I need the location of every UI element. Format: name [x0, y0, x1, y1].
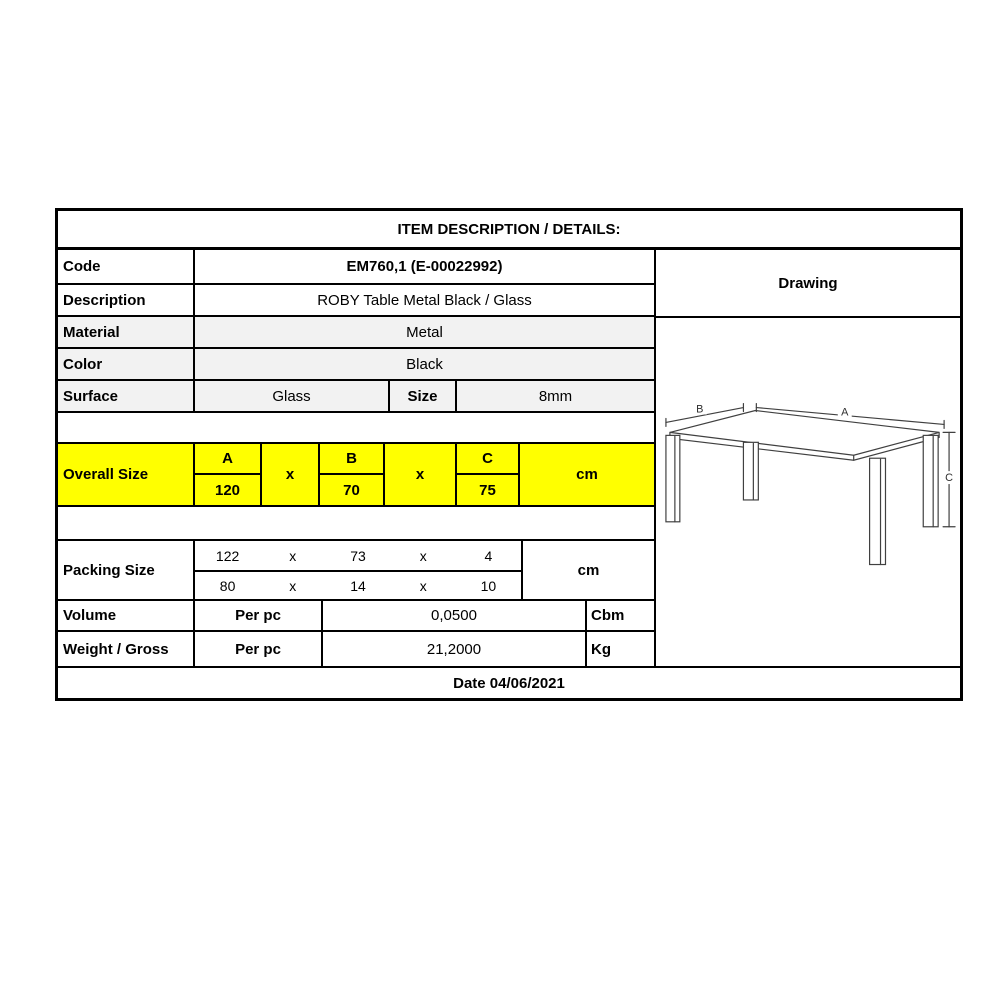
- packing-2-length: 80: [219, 577, 236, 594]
- volume-unit: Cbm: [591, 607, 625, 624]
- code-value: EM760,1 (E-00022992): [346, 258, 503, 275]
- dim-b-label: B: [696, 403, 704, 416]
- code-label: Code: [58, 250, 195, 283]
- packing-size-label: Packing Size: [58, 541, 195, 599]
- material-row: [58, 317, 654, 349]
- color-row: [58, 349, 654, 381]
- description-value: ROBY Table Metal Black / Glass: [317, 291, 532, 309]
- surface-value: Glass: [195, 381, 390, 411]
- spacer-row-1: [58, 413, 654, 442]
- surface-size-value: 8mm: [538, 387, 573, 405]
- drawing-area: [656, 318, 960, 666]
- surface-row: [58, 381, 654, 413]
- overall-dim-c-label: C: [457, 444, 518, 475]
- sheet-title-text: ITEM DESCRIPTION / DETAILS:: [397, 220, 621, 238]
- material-value: Metal: [406, 323, 443, 341]
- drawing-panel: [656, 250, 960, 666]
- volume-label: Volume: [58, 601, 195, 630]
- packing-row-2: [195, 572, 521, 599]
- overall-dim-b-value: 70: [343, 481, 360, 499]
- date-row: [58, 666, 960, 698]
- dim-a-label: A: [841, 406, 849, 419]
- code-row: [58, 250, 654, 285]
- table-leg-front: [870, 458, 886, 564]
- packing-1-length: 122: [215, 547, 240, 564]
- overall-size-label: Overall Size: [58, 444, 195, 505]
- color-label: Color: [58, 349, 195, 379]
- spec-sheet: [55, 208, 963, 701]
- dim-c-label: C: [945, 472, 954, 485]
- spec-table: [58, 250, 656, 666]
- packing-1-width: 73: [350, 547, 366, 564]
- description-label: Description: [58, 285, 195, 315]
- packing-size-unit: cm: [577, 561, 600, 579]
- packing-2-width: 14: [350, 577, 366, 594]
- date-text: Date 04/06/2021: [453, 674, 565, 692]
- sheet-title: [58, 211, 960, 250]
- material-label: Material: [58, 317, 195, 347]
- color-value: Black: [406, 355, 443, 373]
- overall-dim-c-value: 75: [479, 481, 496, 499]
- weight-per-pc: Per pc: [195, 632, 323, 666]
- spacer-row-2: [58, 507, 654, 539]
- weight-label: Weight / Gross: [58, 632, 195, 666]
- packing-values: [195, 541, 523, 599]
- weight-row: [58, 632, 654, 666]
- table-leg-left: [666, 435, 680, 521]
- packing-row-1: [195, 541, 521, 572]
- table-sketch: [656, 318, 960, 666]
- overall-dim-c: [457, 444, 520, 505]
- overall-dim-b: [320, 444, 385, 505]
- sheet-body: [58, 250, 960, 666]
- overall-sep-2: x: [385, 444, 457, 505]
- weight-value: 21,2000: [323, 632, 587, 666]
- drawing-header: [656, 250, 960, 318]
- overall-size-row: [58, 442, 654, 507]
- overall-dim-a-label: A: [195, 444, 260, 475]
- description-row: [58, 285, 654, 317]
- weight-unit: Kg: [591, 640, 611, 658]
- overall-dim-a: [195, 444, 262, 505]
- packing-2-sep-1: x: [289, 577, 297, 594]
- volume-row: [58, 601, 654, 632]
- table-leg-right: [923, 435, 938, 526]
- packing-1-sep-1: x: [289, 547, 297, 564]
- volume-value: 0,0500: [323, 601, 587, 630]
- overall-dim-b-label: B: [320, 444, 383, 475]
- overall-sep-1: x: [262, 444, 320, 505]
- packing-1-height: 4: [484, 547, 493, 564]
- packing-1-sep-2: x: [419, 547, 427, 564]
- packing-2-sep-2: x: [419, 577, 427, 594]
- packing-size-row: [58, 539, 654, 601]
- drawing-title: Drawing: [778, 274, 838, 292]
- table-leg-back: [743, 442, 758, 500]
- overall-dim-a-value: 120: [214, 481, 241, 499]
- volume-per-pc: Per pc: [195, 601, 323, 630]
- surface-label: Surface: [58, 381, 195, 411]
- surface-size-label: Size: [390, 381, 457, 411]
- packing-2-height: 10: [480, 577, 497, 594]
- overall-size-unit: cm: [576, 466, 598, 483]
